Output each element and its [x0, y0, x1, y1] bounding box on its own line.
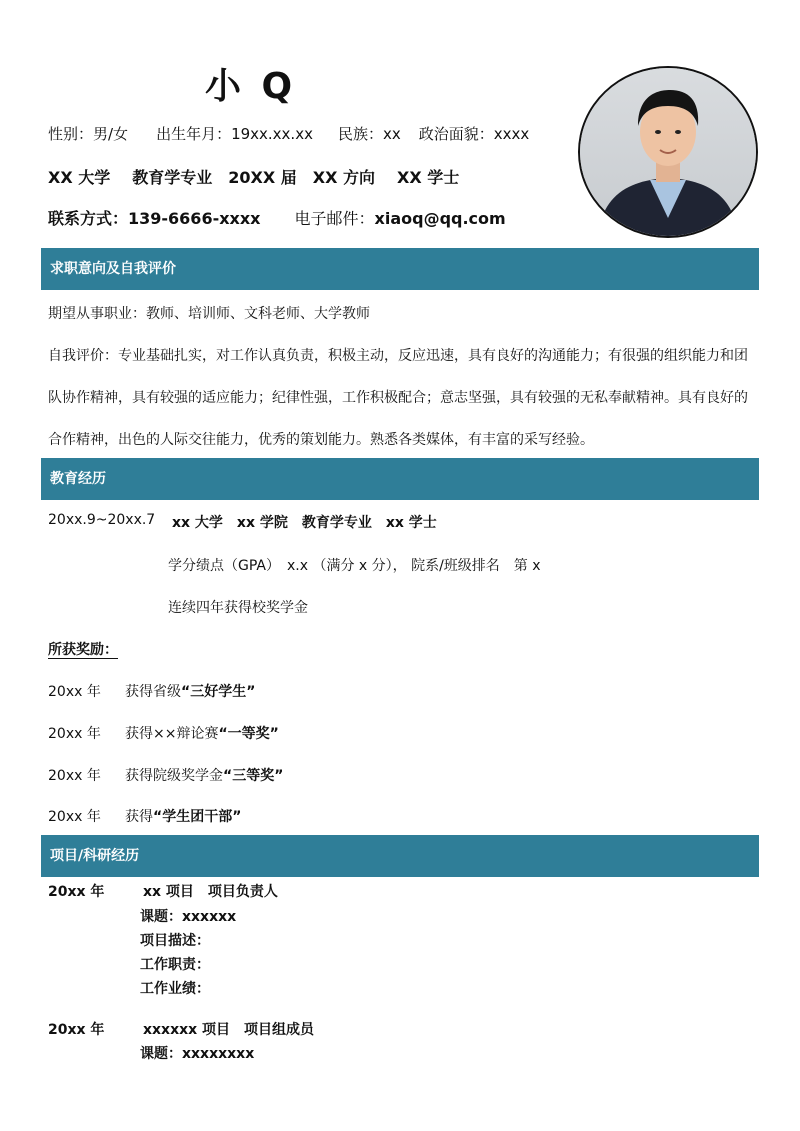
personal-info-line	[48, 123, 529, 144]
section-header-education: 教育经历	[41, 458, 759, 500]
award-item	[125, 723, 279, 743]
section-header-projects: 项目/科研经历	[41, 835, 759, 877]
project-topic: 课题：xxxxxxxx	[140, 1046, 255, 1062]
birth-field: 出生年月：19xx.xx.xx	[156, 125, 313, 143]
award-highlight: “三好学生”	[181, 684, 256, 700]
phone-field: 联系方式：139-6666-xxxx	[48, 209, 261, 228]
award-year: 20xx 年	[48, 809, 101, 825]
award-text: 获得××辩论赛	[125, 726, 219, 742]
award-highlight: “一等奖”	[218, 726, 279, 742]
edu-school: XX 大学	[48, 168, 111, 187]
education-period: 20xx.9~20xx.7	[48, 512, 156, 528]
self-eval-line: 合作精神，出色的人际交往能力，优秀的策划能力。熟悉各类媒体，有丰富的采写经验。	[48, 432, 594, 448]
project-year: 20xx 年	[48, 1022, 105, 1038]
award-highlight: “三等奖”	[223, 768, 284, 784]
ethnicity-field: 民族：xx	[337, 125, 401, 143]
project-title: xx 项目 项目负责人	[143, 884, 278, 900]
education-summary-line	[48, 165, 459, 188]
gender-field: 性别：男/女	[48, 125, 129, 143]
awards-title: 所获奖励：	[48, 642, 118, 658]
person-avatar-icon	[580, 68, 756, 236]
project-result: 工作业绩：	[140, 981, 210, 997]
resume-name: 小 Q	[205, 66, 297, 107]
project-desc: 项目描述：	[140, 933, 210, 949]
profile-photo	[578, 66, 758, 238]
project-title: xxxxxx 项目 项目组成员	[143, 1022, 315, 1038]
project-duty: 工作职责：	[140, 957, 210, 973]
award-text: 获得省级	[125, 684, 181, 700]
edu-class: 20XX 届	[228, 168, 297, 187]
self-eval-line: 自我评价：专业基础扎实，对工作认真负责，积极主动，反应迅速，具有良好的沟通能力；有很强的组织能力和团	[48, 348, 748, 364]
award-highlight: “学生团干部”	[153, 809, 242, 825]
award-item	[125, 765, 283, 785]
expected-job: 期望从事职业：教师、培训师、文科老师、大学教师	[48, 306, 370, 322]
education-school: xx 大学 xx 学院 教育学专业 xx 学士	[172, 515, 437, 531]
politics-field: 政治面貌：xxxx	[418, 125, 530, 143]
award-year: 20xx 年	[48, 684, 101, 700]
contact-line	[48, 206, 506, 229]
email-label: 电子邮件：	[294, 209, 375, 228]
award-item	[125, 806, 241, 826]
award-year: 20xx 年	[48, 726, 101, 742]
section-header-intent: 求职意向及自我评价	[41, 248, 759, 290]
project-topic: 课题：xxxxxx	[140, 909, 237, 925]
award-text: 获得院级奖学金	[125, 768, 223, 784]
self-eval-line: 队协作精神，具有较强的适应能力；纪律性强，工作积极配合；意志坚强，具有较强的无私奉献精神。具有良好的	[48, 390, 748, 406]
award-text: 获得	[125, 809, 153, 825]
edu-major: 教育学专业	[132, 168, 213, 187]
edu-direction: XX 方向	[312, 168, 376, 187]
project-year: 20xx 年	[48, 884, 105, 900]
email-value: xiaoq@qq.com	[374, 209, 506, 228]
education-scholarship: 连续四年获得校奖学金	[168, 600, 308, 616]
education-gpa: 学分绩点（GPA） x.x （满分 x 分）， 院系/班级排名 第 x	[168, 558, 541, 574]
award-item	[125, 681, 255, 701]
award-year: 20xx 年	[48, 768, 101, 784]
edu-degree: XX 学士	[397, 168, 460, 187]
